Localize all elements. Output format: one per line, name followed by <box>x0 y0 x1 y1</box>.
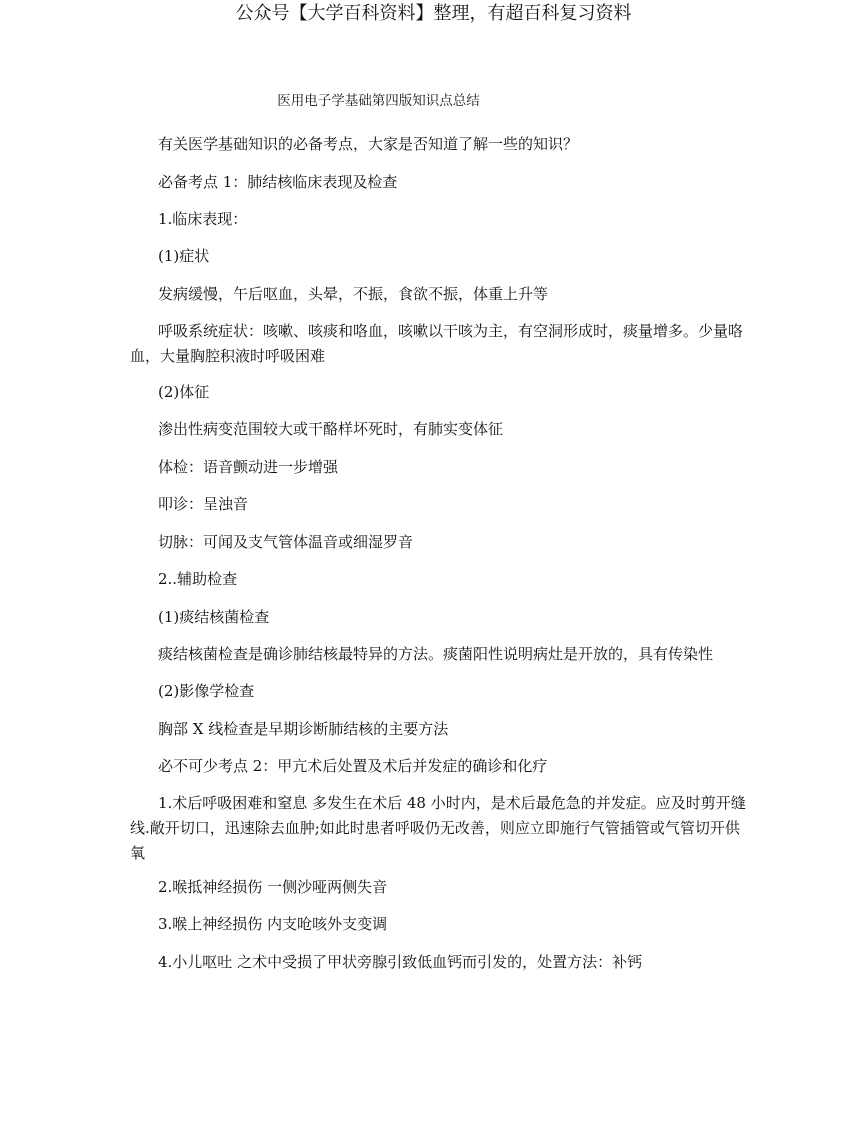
paragraph: (1)症状 <box>158 247 210 265</box>
paragraph: 体检：语音颤动进一步增强 <box>158 458 339 476</box>
section-heading: 必备考点 1：肺结核临床表现及检查 <box>158 173 398 191</box>
paragraph: 切脉：可闻及支气管体温音或细湿罗音 <box>158 533 414 551</box>
paragraph: (2)影像学检查 <box>158 682 255 700</box>
watermark-header: 公众号【大学百科资料】整理，有超百科复习资料 <box>235 3 632 24</box>
paragraph: 3.喉上神经损伤 内支呛咳外支变调 <box>158 915 388 933</box>
paragraph: 呼吸系统症状：咳嗽、咳痰和咯血，咳嗽以干咳为主，有空洞形成时，痰量增多。少量咯血，大量胸腔积液时呼吸困难 <box>130 322 744 365</box>
paragraph: 1.术后呼吸困难和窒息 多发生在术后 48 小时内，是术后最危急的并发症。应及时剪开缝线.敞开切口，迅速除去血肿;如此时患者呼吸仍无改善，则应立即施行气管插管或气管切开供氧 <box>130 794 746 862</box>
paragraph: 1.临床表现： <box>158 210 248 228</box>
section-heading: 必不可少考点 2：甲亢术后处置及术后并发症的确诊和化疗 <box>158 757 548 775</box>
paragraph: 叩诊：呈浊音 <box>158 495 249 513</box>
paragraph: 4.小儿呕吐 之术中受损了甲状旁腺引致低血钙而引发的，处置方法：补钙 <box>158 953 643 971</box>
paragraph: (2)体征 <box>158 383 210 401</box>
paragraph: 2..辅助检查 <box>158 570 238 588</box>
paragraph: 有关医学基础知识的必备考点，大家是否知道了解一些的知识？ <box>158 135 579 153</box>
paragraph: 胸部 X 线检查是早期诊断肺结核的主要方法 <box>158 720 449 738</box>
paragraph: (1)痰结核菌检查 <box>158 608 270 626</box>
document-title: 医用电子学基础第四版知识点总结 <box>277 93 480 109</box>
paragraph: 2.喉抵神经损伤 一侧沙哑两侧失音 <box>158 878 388 896</box>
paragraph: 痰结核菌检查是确诊肺结核最特异的方法。痰菌阳性说明病灶是开放的，具有传染性 <box>158 645 714 663</box>
paragraph: 发病缓慢，午后呕血，头晕，不振，食欲不振，体重上升等 <box>158 285 549 303</box>
paragraph: 渗出性病变范围较大或干酪样坏死时，有肺实变体征 <box>158 420 504 438</box>
